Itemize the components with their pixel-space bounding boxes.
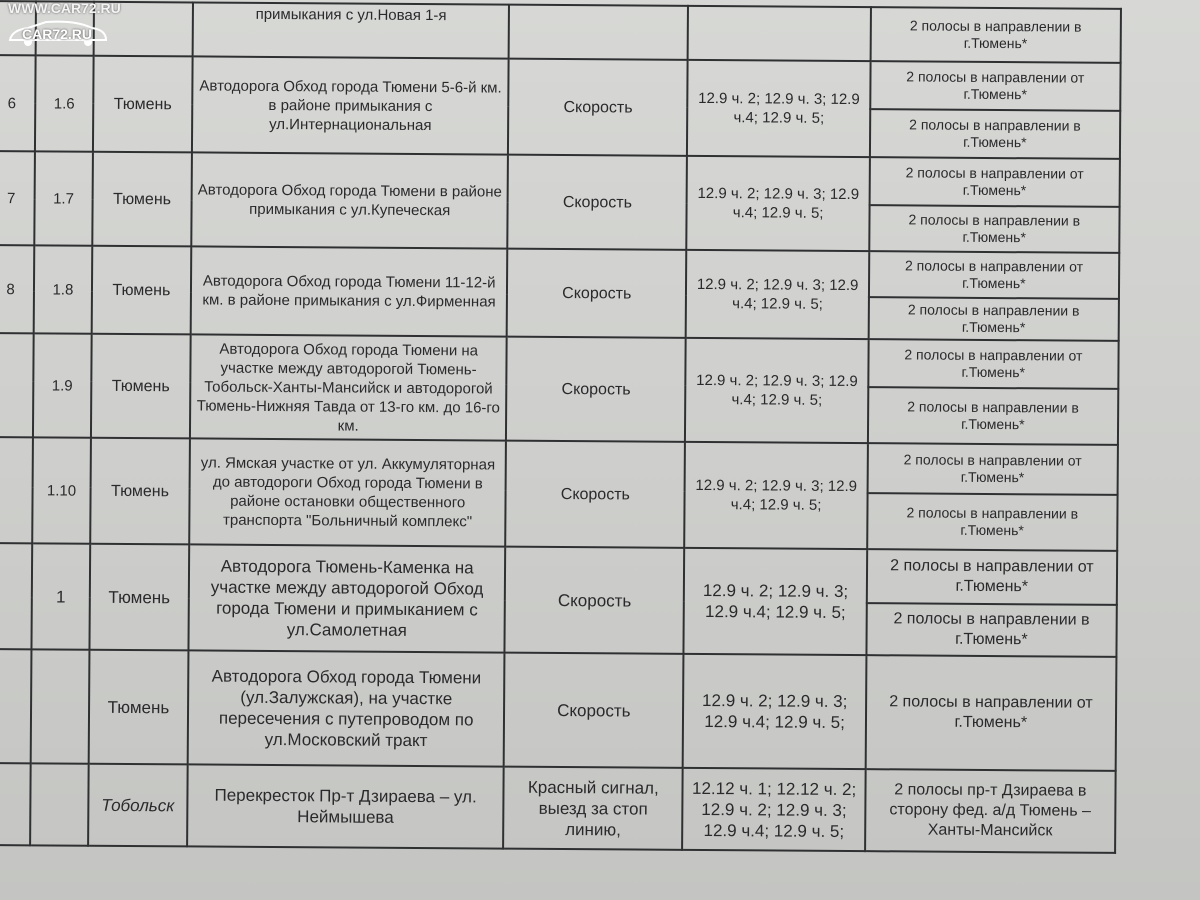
codes-cell: 12.9 ч. 2; 12.9 ч. 3; 12.9 ч.4; 12.9 ч. 5; — [686, 250, 869, 339]
row-code — [31, 649, 89, 763]
row-number — [0, 543, 32, 649]
city-cell: Тюмень — [93, 56, 193, 153]
table-row — [0, 543, 1195, 605]
address-cell: Перекресток Пр-т Дзираева – ул. Неймышева — [187, 764, 504, 848]
row-number: 6 — [0, 55, 36, 151]
city-cell: Тюмень — [88, 650, 188, 765]
row-code: 1.10 — [32, 437, 90, 543]
lane-to-cell: 2 полосы в направлении в г.Тюмень* — [866, 603, 1116, 657]
codes-cell: 12.9 ч. 2; 12.9 ч. 3; 12.9 ч.4; 12.9 ч. 5; — [685, 442, 868, 549]
codes-cell: 12.12 ч. 1; 12.12 ч. 2; 12.9 ч. 2; 12.9 ч. 3; 12.9 ч.4; 12.9 ч. 5; — [683, 768, 866, 851]
address-cell: Автодорога Обход города Тюмени на участке между автодорогой Тюмень-Тобольск-Ханты-Мансийск и автодорогой Тюмень-Нижняя Тавда от 13-го км. до 16-го км. — [190, 334, 507, 440]
lane-cell: 2 полосы в направлении в г.Тюмень* — [870, 7, 1120, 63]
violation-type-cell: Скорость — [505, 547, 685, 654]
codes-cell: 12.9 ч. 2; 12.9 ч. 3; 12.9 ч.4; 12.9 ч. 5; — [687, 60, 870, 157]
table-row — [0, 1, 1199, 63]
lane-from-cell: 2 полосы в направлении от г.Тюмень* — [870, 61, 1120, 111]
watermark-logo-text: CAR72.RU — [22, 26, 93, 42]
city-cell: Тюмень — [89, 544, 189, 651]
lane-from-cell: 2 полосы в направлении от г.Тюмень* — [869, 157, 1119, 207]
violation-type-cell — [509, 5, 689, 60]
lane-from-cell: 2 полосы в направлении от г.Тюмень* — [869, 251, 1119, 299]
address-cell: примыкания с ул.Новая 1-я — [193, 2, 509, 58]
table-row — [0, 437, 1196, 495]
violation-type-cell: Скорость — [506, 337, 686, 442]
row-number: 7 — [0, 151, 35, 245]
city-cell: Тюмень — [90, 438, 190, 545]
row-code: 1.9 — [33, 333, 91, 437]
table-row — [0, 245, 1197, 299]
address-cell: Автодорога Обход города Тюмени (ул.Залужская), на участке пересечения с путепроводом по ул.Московский тракт — [188, 650, 505, 766]
city-cell: Тобольск — [88, 764, 188, 847]
violation-type-cell: Скорость — [507, 155, 687, 250]
row-code: 1.8 — [34, 245, 92, 333]
watermark-logo — [6, 18, 110, 48]
lane-to-cell: 2 полосы в направлении в г.Тюмень* — [868, 297, 1118, 341]
violation-type-cell: Скорость — [504, 653, 684, 768]
row-number — [0, 437, 33, 543]
violation-type-cell: Красный сигнал, выезд за стоп линию, — [503, 767, 683, 850]
city-cell: Тюмень — [91, 334, 191, 439]
row-number — [0, 763, 31, 845]
lane-to-cell: 2 полосы в направлении в г.Тюмень* — [869, 205, 1119, 253]
lane-from-cell: 2 полосы в направлении от г.Тюмень* — [867, 549, 1117, 605]
codes-cell: 12.9 ч. 2; 12.9 ч. 3; 12.9 ч.4; 12.9 ч. 5; — [685, 338, 868, 443]
row-number — [0, 333, 34, 437]
table-row — [0, 763, 1194, 853]
table-row — [0, 649, 1194, 771]
table-row — [0, 151, 1198, 207]
row-code: 1.7 — [34, 151, 92, 245]
lane-from-cell: 2 полосы в направлении от г.Тюмень* — [868, 339, 1118, 389]
table-row — [0, 55, 1199, 111]
address-cell: Автодорога Обход города Тюмени 11-12-й км. в районе примыкания с ул.Фирменная — [191, 246, 508, 336]
table-row — [0, 333, 1197, 389]
codes-cell: 12.9 ч. 2; 12.9 ч. 3; 12.9 ч.4; 12.9 ч. 5; — [684, 548, 867, 655]
address-cell: ул. Ямская участке от ул. Аккумуляторная до автодороги Обход города Тюмени в районе остановки общественного транспорта "Больничный комплекс" — [189, 438, 506, 546]
address-cell: Автодорога Обход города Тюмени 5-6-й км. в районе примыкания с ул.Интернациональная — [192, 56, 509, 154]
row-code — [30, 763, 88, 845]
codes-cell — [688, 6, 871, 61]
row-code: 1.6 — [35, 55, 93, 151]
lane-cell: 2 полосы пр-т Дзираева в сторону фед. а/д Тюмень – Ханты-Мансийск — [865, 769, 1116, 853]
lane-to-cell: 2 полосы в направлении в г.Тюмень* — [870, 109, 1120, 159]
address-cell: Автодорога Тюмень-Каменка на участке между автодорогой Обход города Тюмени и примыканием с ул.Самолетная — [189, 544, 506, 652]
address-cell: Автодорога Обход города Тюмени в районе примыкания с ул.Купеческая — [191, 152, 508, 248]
lane-cell: 2 полосы в направлении от г.Тюмень* — [865, 655, 1116, 771]
watermark-site-text: WWW.CAR72.RU — [8, 0, 121, 16]
lane-to-cell: 2 полосы в направлении в г.Тюмень* — [868, 387, 1118, 445]
codes-cell: 12.9 ч. 2; 12.9 ч. 3; 12.9 ч.4; 12.9 ч. 5; — [687, 156, 870, 251]
codes-cell: 12.9 ч. 2; 12.9 ч. 3; 12.9 ч.4; 12.9 ч. 5; — [683, 654, 866, 769]
lane-to-cell: 2 полосы в направлении в г.Тюмень* — [867, 493, 1117, 551]
violation-type-cell: Скорость — [505, 441, 685, 548]
city-cell: Тюмень — [92, 152, 192, 247]
lane-from-cell: 2 полосы в направлении от г.Тюмень* — [867, 443, 1117, 495]
violation-type-cell: Скорость — [508, 59, 688, 156]
city-cell: Тюмень — [91, 246, 191, 335]
row-number — [0, 649, 32, 763]
row-code: 1 — [32, 543, 90, 649]
violation-type-cell: Скорость — [507, 249, 687, 338]
row-number: 8 — [0, 245, 34, 333]
